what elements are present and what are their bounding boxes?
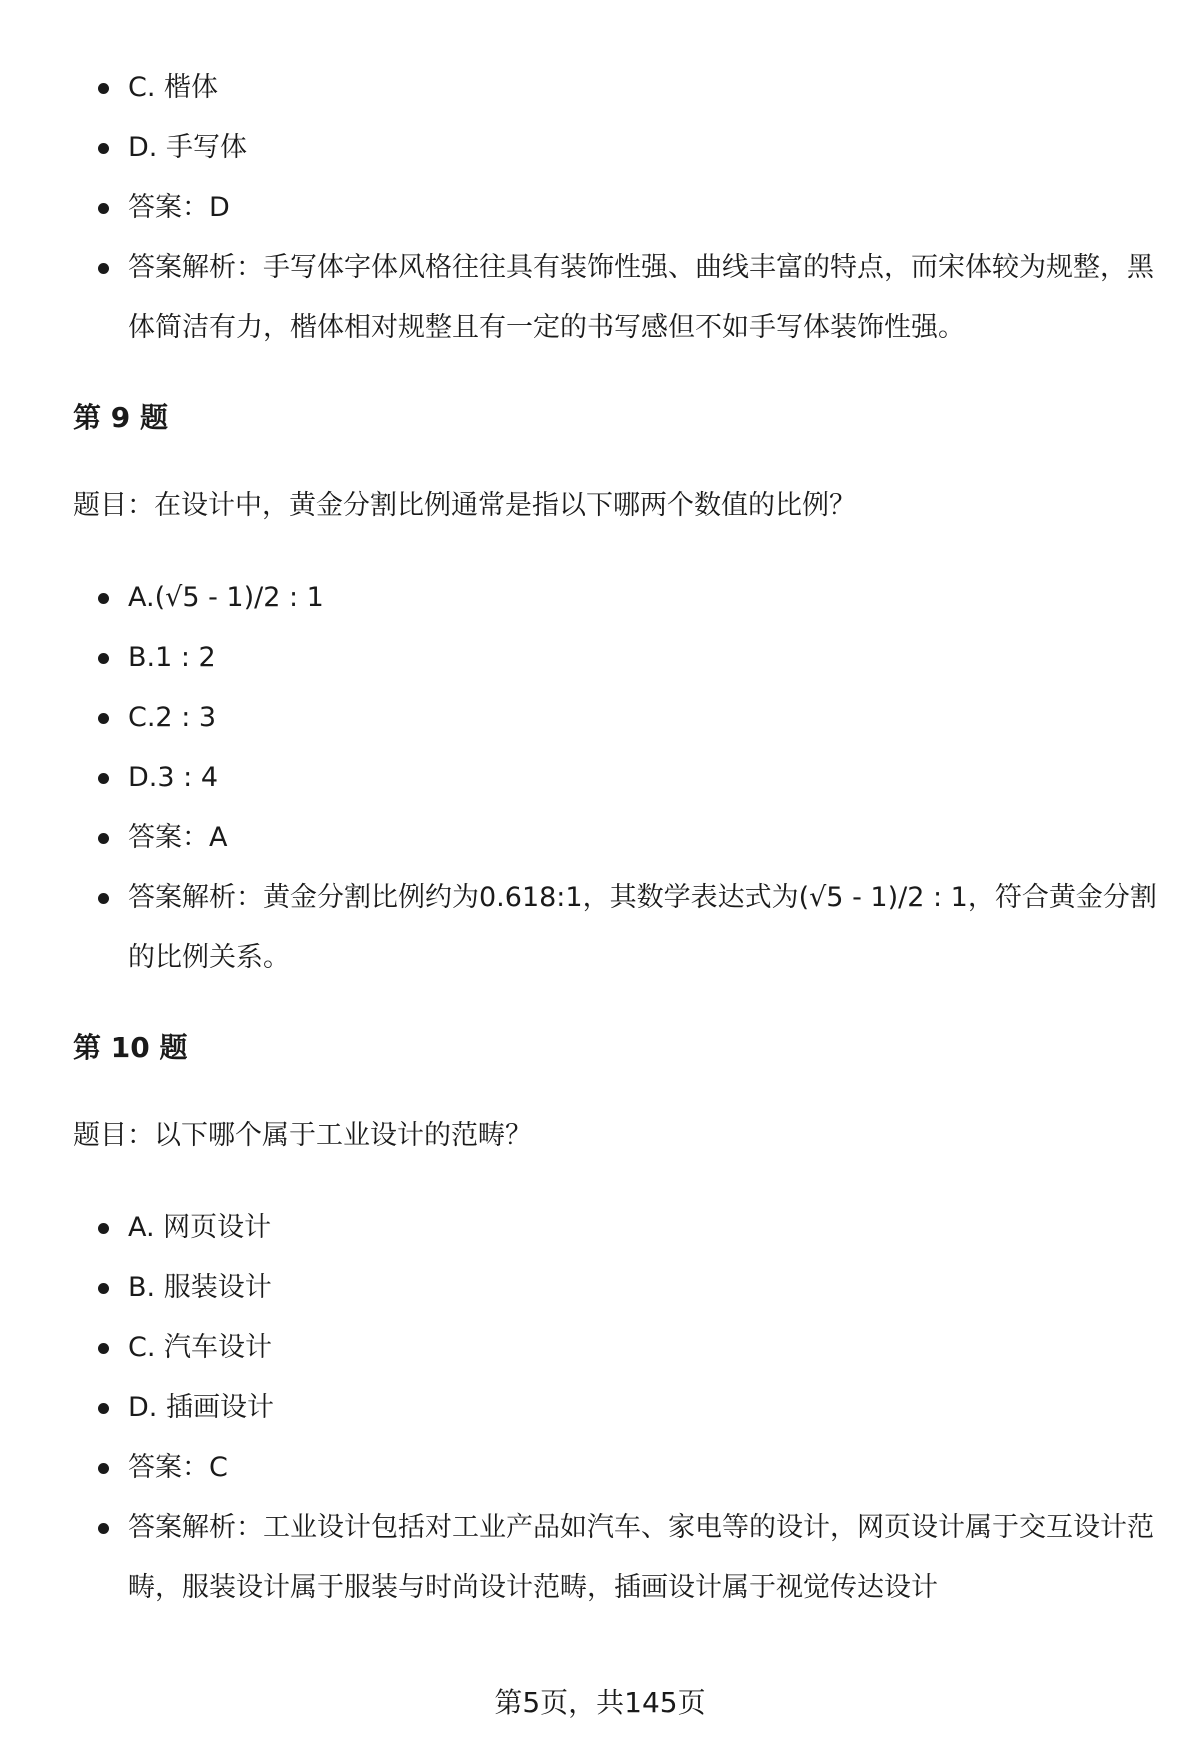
option-c: C. 楷体 — [73, 58, 1163, 118]
option-a: A.(√5 - 1)/2 : 1 — [73, 568, 1163, 628]
q9-options-list — [73, 568, 1163, 988]
question-10-stem: 题目：以下哪个属于工业设计的范畴？ — [73, 1120, 532, 1151]
answer: 答案：A — [73, 808, 1163, 868]
option-c: C. 汽车设计 — [73, 1318, 1163, 1378]
q8-options-list — [73, 58, 1163, 358]
option-d: D. 手写体 — [73, 118, 1163, 178]
page-content — [73, 58, 1163, 1618]
question-9-stem: 题目：在设计中，黄金分割比例通常是指以下哪两个数值的比例？ — [73, 490, 856, 521]
option-b: B.1 : 2 — [73, 628, 1163, 688]
answer-explanation: 答案解析：手写体字体风格往往具有装饰性强、曲线丰富的特点，而宋体较为规整，黑体简洁有力，楷体相对规整且有一定的书写感但不如手写体装饰性强。 — [73, 238, 1163, 358]
option-c: C.2 : 3 — [73, 688, 1163, 748]
option-a: A. 网页设计 — [73, 1198, 1163, 1258]
answer-explanation: 答案解析：工业设计包括对工业产品如汽车、家电等的设计，网页设计属于交互设计范畴，服装设计属于服装与时尚设计范畴，插画设计属于视觉传达设计 — [73, 1498, 1163, 1618]
answer: 答案：C — [73, 1438, 1163, 1498]
option-b: B. 服装设计 — [73, 1258, 1163, 1318]
answer: 答案：D — [73, 178, 1163, 238]
option-d: D. 插画设计 — [73, 1378, 1163, 1438]
answer-explanation: 答案解析：黄金分割比例约为0.618:1，其数学表达式为(√5 - 1)/2 : 1，符合黄金分割的比例关系。 — [73, 868, 1163, 988]
question-10-heading: 第 10 题 — [73, 1031, 188, 1064]
option-d: D.3 : 4 — [73, 748, 1163, 808]
question-9-heading: 第 9 题 — [73, 401, 168, 434]
q10-options-list — [73, 1198, 1163, 1618]
page-number-footer: 第5页，共145页 — [494, 1686, 706, 1719]
